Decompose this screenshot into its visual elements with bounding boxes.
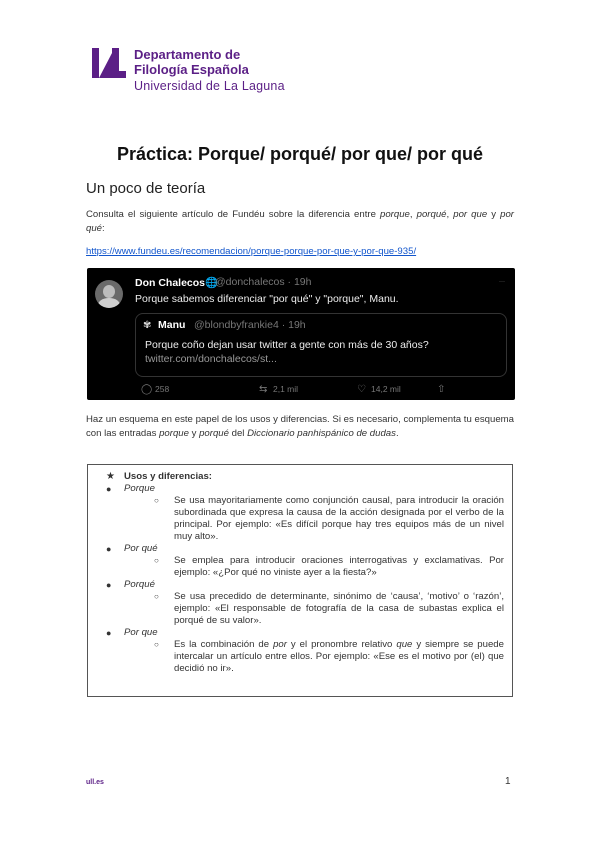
intro-word-por-que: por que <box>453 209 488 220</box>
quoted-tweet <box>135 313 507 377</box>
fundeu-link[interactable]: https://www.fundeu.es/recomendacion/porque-porque-por-que-y-por-que-935/ <box>86 246 417 257</box>
like-action <box>357 384 401 395</box>
item-desc-text: Se emplea para introducir oraciones interrogativas y exclamativas. Por ejemplo: «¿Por qué no viniste ayer a la fiesta?» <box>174 555 504 578</box>
ull-logo-icon <box>92 48 126 78</box>
item-desc-text: Es la combinación de <box>174 639 270 650</box>
reply-action <box>141 384 169 395</box>
instructions-conj: y <box>191 428 197 439</box>
item-desc-text: y el pronombre relativo <box>290 639 393 650</box>
item-description <box>154 555 504 579</box>
list-item <box>106 627 504 639</box>
quote-avatar-icon: ✾ <box>143 320 152 331</box>
item-description <box>154 639 504 675</box>
instructions-word-porque: porque <box>159 428 189 439</box>
like-count: 14,2 mil <box>371 384 401 394</box>
instructions-text: Haz un esquema en este papel de los usos y diferencias. Si es necesario, complementa tu esquema con las entradas <box>86 414 514 439</box>
reply-icon: ◯ <box>141 384 153 395</box>
page-title: Práctica: Porque/ porqué/ por que/ por qué <box>116 144 484 164</box>
bullet-icon: ● <box>106 544 112 554</box>
logo-line-3: Universidad de La Laguna <box>134 79 285 93</box>
page-number: 1 <box>505 776 511 787</box>
footer-website: ull.es <box>86 779 104 786</box>
quote-text: Porque coño dejan usar twitter a gente con más de 30 años? <box>145 339 429 351</box>
circle-bullet-icon: ○ <box>154 496 159 505</box>
instructions-end: . <box>395 428 399 439</box>
intro-word-porque-accent: porqué <box>416 209 447 220</box>
retweet-count: 2,1 mil <box>273 384 299 394</box>
quote-author-handle: @blondbyfrankie4 · 19h <box>194 319 306 331</box>
item-desc-text: Se usa precedido de determinante, sinónimo de ‘causa’, ‘motivo’ o ‘razón’, ejemplo: «El responsable de fotografía de la casa de subastas explica el porqué de su valor». <box>174 591 504 626</box>
list-item <box>106 543 504 555</box>
circle-bullet-icon: ○ <box>154 556 159 565</box>
box-heading-row <box>106 471 504 483</box>
section-subtitle: Un poco de teoría <box>86 180 206 197</box>
intro-colon: : <box>102 223 105 234</box>
tweet-screenshot <box>87 268 515 400</box>
intro-paragraph: Consulta el siguiente artículo de Fundéu sobre la diferencia entre porque, porqué, por que y por qué: <box>86 209 515 234</box>
intro-conj: y <box>491 209 497 220</box>
item-desc-text: y siempre se puede intercalar un artículo entre ellos. Por ejemplo: «Ese es el motivo por (el) que decidió no ir». <box>174 639 504 674</box>
instructions-del: del <box>231 428 245 439</box>
department-logo <box>92 46 302 98</box>
dictionary-name: Diccionario panhispánico de dudas <box>247 428 396 439</box>
star-icon: ★ <box>106 471 115 482</box>
heart-icon: ♡ <box>357 384 366 395</box>
intro-text: Consulta el siguiente artículo de Fundéu sobre la diferencia entre <box>86 209 376 220</box>
usage-box <box>87 464 513 697</box>
circle-bullet-icon: ○ <box>154 640 159 649</box>
box-heading: Usos y diferencias: <box>124 471 212 482</box>
item-label: Por qué <box>124 543 158 554</box>
logo-line-2: Filología Española <box>134 62 249 77</box>
intro-word-por-que-accent: por qué <box>86 209 515 234</box>
instructions-paragraph <box>86 413 514 441</box>
quote-link: twitter.com/donchalecos/st... <box>145 353 277 365</box>
item-label: Por que <box>124 627 158 638</box>
item-label: Porqué <box>124 579 155 590</box>
item-desc-italic: que <box>396 639 413 650</box>
logo-line-1: Departamento de <box>134 47 241 62</box>
item-description <box>154 591 504 627</box>
tweet-text: Porque sabemos diferenciar "por qué" y "porque", Manu. <box>135 293 399 305</box>
bullet-icon: ● <box>106 580 112 590</box>
list-item <box>106 579 504 591</box>
item-description <box>154 495 504 543</box>
intro-word-porque: porque <box>380 209 410 220</box>
avatar <box>95 280 123 308</box>
bullet-icon: ● <box>106 484 112 494</box>
tweet-author-name: Don Chalecos🌐 <box>135 277 219 289</box>
instructions-word-porque-accent: porqué <box>199 428 229 439</box>
circle-bullet-icon: ○ <box>154 592 159 601</box>
list-item <box>106 483 504 495</box>
bullet-icon: ● <box>106 628 112 638</box>
item-desc-italic: por <box>273 639 287 650</box>
retweet-action <box>259 384 298 395</box>
more-icon: ··· <box>499 279 505 285</box>
item-desc-text: Se usa mayoritariamente como conjunción causal, para introducir la oración subordinada que expresa la causa de la acción designada por el verbo de la principal. Por ejemplo: «Es difícil porque hay tres equipos más de un nivel muy alto». <box>174 495 504 542</box>
tweet-author-handle: @donchalecos · 19h <box>215 276 312 288</box>
quote-author-name: Manu <box>158 319 186 331</box>
item-label: Porque <box>124 483 155 494</box>
retweet-icon: ⇆ <box>259 384 268 395</box>
reply-count: 258 <box>155 384 170 394</box>
share-action <box>437 384 451 395</box>
share-icon: ⇧ <box>437 384 446 395</box>
